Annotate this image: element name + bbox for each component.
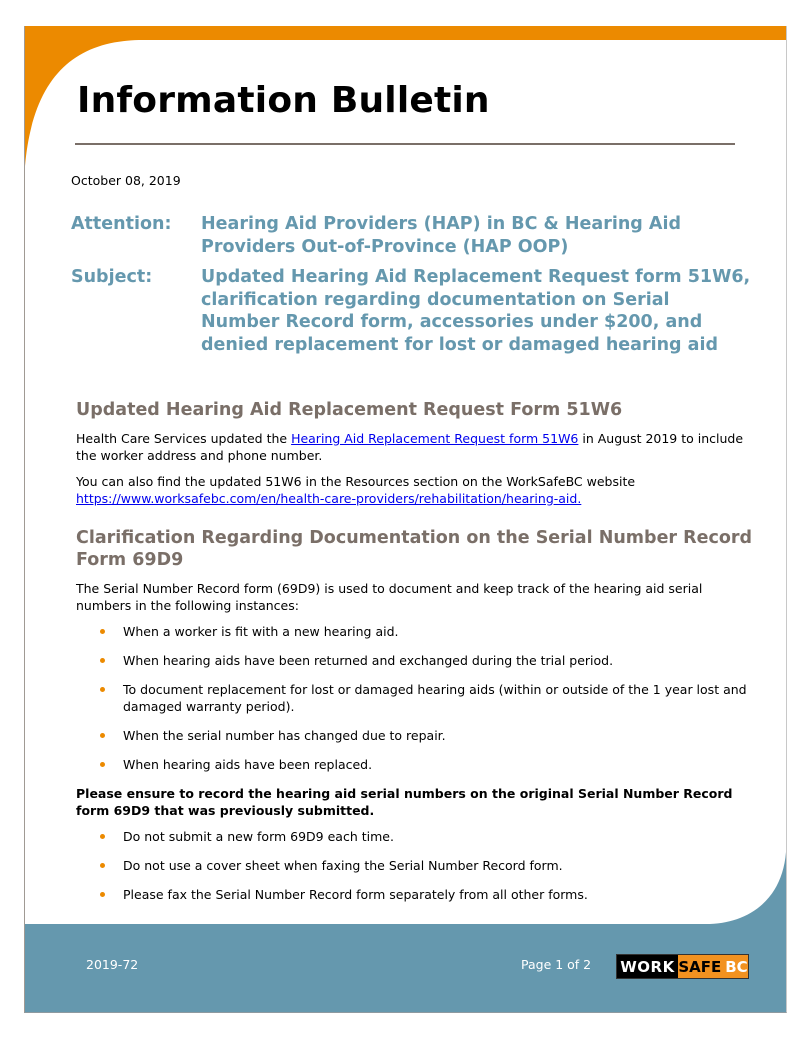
- attention-value: Hearing Aid Providers (HAP) in BC & Hearing Aid Providers Out-of-Province (HAP OOP): [201, 214, 681, 257]
- list-item: [76, 652, 756, 669]
- subject-value: Updated Hearing Aid Replacement Request form 51W6, clarification regarding documentation on Serial Number Record form, accessories under $200, and denied replacement for lost or damaged hearing aid: [201, 267, 751, 355]
- text: You can also find the updated 51W6 in the Resources section on the WorkSafeBC website: [76, 474, 636, 489]
- bullet-icon: [100, 834, 105, 839]
- logo-safe: SAFE: [678, 957, 722, 976]
- attention-label: Attention:: [71, 214, 172, 234]
- bullet-icon: [100, 762, 105, 767]
- logo-safe-bc: [678, 955, 748, 978]
- bulletin-number: 2019-72: [86, 957, 139, 972]
- bottom-right-blue-curve: [706, 852, 786, 924]
- list-item: [76, 681, 756, 715]
- bulletin-meta: [71, 213, 751, 364]
- list-item: [76, 727, 756, 744]
- list-item: [76, 828, 756, 845]
- section-form-51w6: [76, 399, 756, 507]
- list-item: [76, 886, 756, 903]
- list-item-text: When hearing aids have been replaced.: [123, 757, 373, 772]
- bullet-icon: [100, 892, 105, 897]
- list-item-text: Do not submit a new form 69D9 each time.: [123, 829, 394, 844]
- emphasis-paragraph: Please ensure to record the hearing aid serial numbers on the original Serial Number Record form 69D9 that was previously submitted.: [76, 786, 733, 818]
- section-heading: Clarification Regarding Documentation on the Serial Number Record Form 69D9: [76, 528, 753, 570]
- bulletin-content: [76, 399, 756, 915]
- worksafebc-hearing-aid-link[interactable]: https://www.worksafebc.com/en/health-care-providers/rehabilitation/hearing-aid.: [76, 491, 582, 506]
- bulletin-date: October 08, 2019: [71, 173, 181, 188]
- paragraph: The Serial Number Record form (69D9) is used to document and keep track of the hearing aid serial numbers in the following instances:: [76, 581, 703, 613]
- subject-label: Subject:: [71, 267, 153, 287]
- instances-list: [76, 623, 756, 773]
- list-item-text: When hearing aids have been returned and exchanged during the trial period.: [123, 653, 614, 668]
- list-item: [76, 857, 756, 874]
- section-heading: Updated Hearing Aid Replacement Request Form 51W6: [76, 400, 623, 420]
- page-title: Information Bulletin: [77, 80, 490, 121]
- bullet-icon: [100, 863, 105, 868]
- attention-row: [71, 213, 751, 258]
- list-item-text: Do not use a cover sheet when faxing the Serial Number Record form.: [123, 858, 563, 873]
- paragraph: [76, 430, 756, 464]
- bulletin-page: [24, 26, 787, 1013]
- text: in August 2019 to include the worker address and phone number.: [76, 431, 744, 463]
- logo-bc: BC: [725, 957, 748, 976]
- rules-list: [76, 828, 756, 903]
- list-item-text: Please fax the Serial Number Record form separately from all other forms.: [123, 887, 588, 902]
- list-item-text: When the serial number has changed due to repair.: [123, 728, 446, 743]
- subject-row: [71, 266, 751, 356]
- text: Health Care Services updated the: [76, 431, 292, 446]
- paragraph: [76, 473, 756, 507]
- page-indicator: Page 1 of 2: [521, 957, 592, 972]
- logo-work: WORK: [617, 955, 678, 978]
- section-form-69d9: [76, 527, 756, 903]
- list-item-text: To document replacement for lost or damaged hearing aids (within or outside of the 1 year lost and damaged warranty period).: [123, 682, 747, 714]
- title-divider: [75, 143, 735, 145]
- list-item-text: When a worker is fit with a new hearing aid.: [123, 624, 399, 639]
- worksafebc-logo: [616, 954, 749, 979]
- bullet-icon: [100, 629, 105, 634]
- list-item: [76, 756, 756, 773]
- list-item: [76, 623, 756, 640]
- bullet-icon: [100, 658, 105, 663]
- form-51w6-link[interactable]: Hearing Aid Replacement Request form 51W6: [291, 431, 579, 446]
- bullet-icon: [100, 687, 105, 692]
- bullet-icon: [100, 733, 105, 738]
